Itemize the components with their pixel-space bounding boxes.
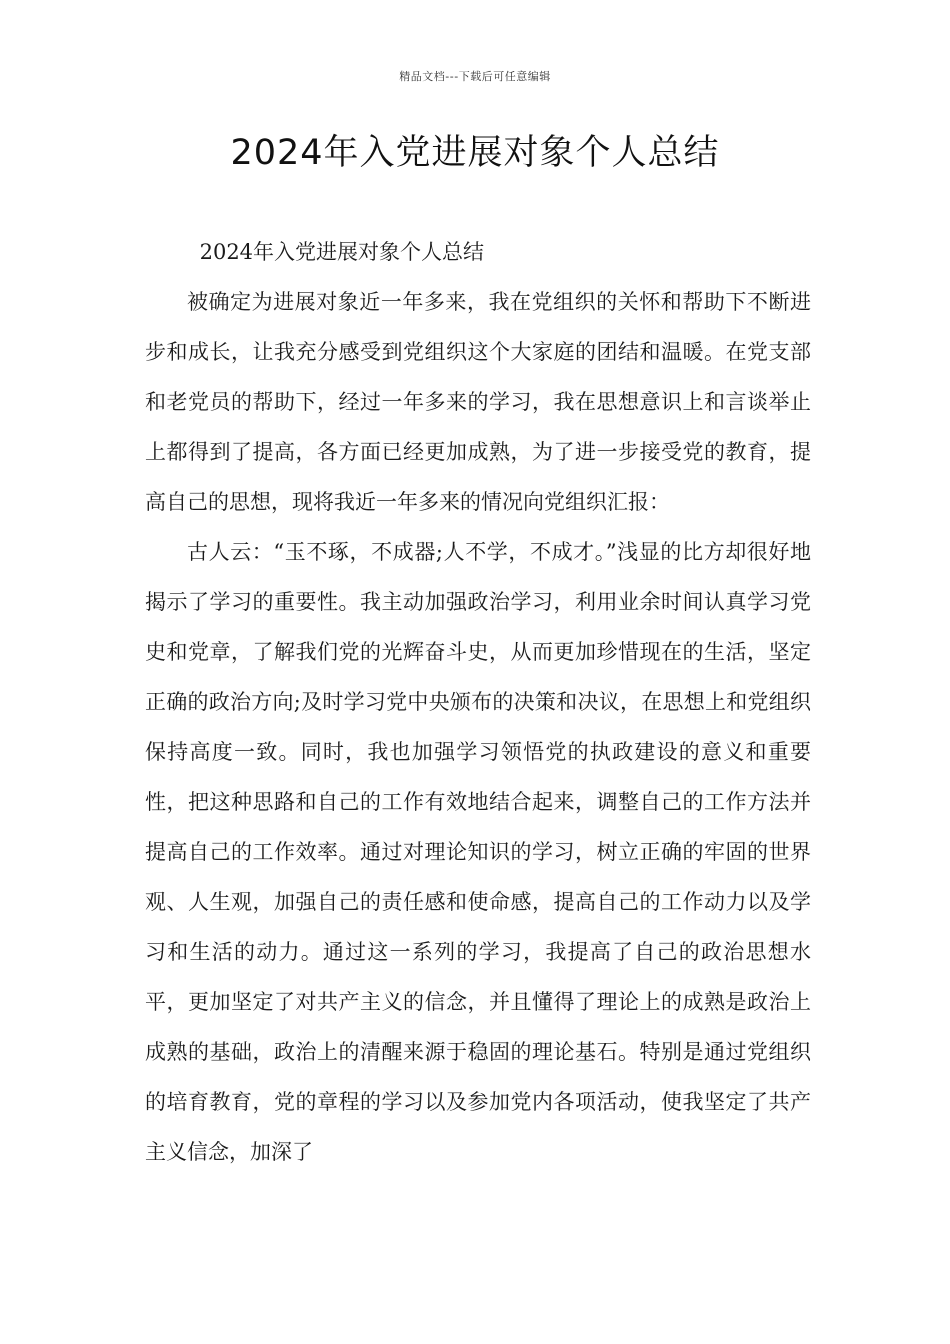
header-note: 精品文档---下载后可任意编辑 <box>399 70 551 83</box>
document-body <box>145 227 811 1177</box>
paragraph-1: 被确定为进展对象近一年多来，我在党组织的关怀和帮助下不断进步和成长，让我充分感受到党组织这个大家庭的团结和温暖。在党支部和老党员的帮助下，经过一年多来的学习，我在思想意识上和言谈举止上都得到了提高，各方面已经更加成熟，为了进一步接受党的教育，提高自己的思想，现将我近一年多来的情况向党组织汇报： <box>145 290 811 514</box>
paragraph-2: 古人云：“玉不琢，不成器;人不学，不成才。”浅显的比方却很好地揭示了学习的重要性。我主动加强政治学习，利用业余时间认真学习党史和党章，了解我们党的光辉奋斗史，从而更加珍惜现在的生活，坚定正确的政治方向;及时学习党中央颁布的决策和决议，在思想上和党组织保持高度一致。同时，我也加强学习领悟党的执政建设的意义和重要性，把这种思路和自己的工作有效地结合起来，调整自己的工作方法并提高自己的工作效率。通过对理论知识的学习，树立正确的牢固的世界观、人生观，加强自己的责任感和使命感，提高自己的工作动力以及学习和生活的动力。通过这一系列的学习，我提高了自己的政治思想水平，更加坚定了对共产主义的信念，并且懂得了理论上的成熟是政治上成熟的基础，政治上的清醒来源于稳固的理论基石。特别是通过党组织的培育教育，党的章程的学习以及参加党内各项活动，使我坚定了共产主义信念，加深了 <box>145 540 811 1164</box>
document-subtitle: 2024年入党进展对象个人总结 <box>199 240 485 264</box>
document-title: 2024年入党进展对象个人总结 <box>230 133 720 173</box>
